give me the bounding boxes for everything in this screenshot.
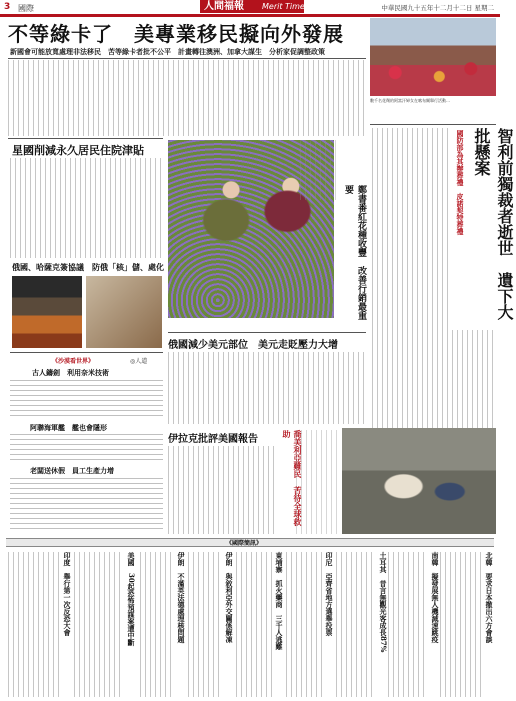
masthead-rule [0,14,500,17]
column-item-text [10,380,163,420]
section-label: 國際 [18,4,34,13]
brief-head: 伊朗 與敘利亞外交關係解凍 [225,552,234,643]
lead-subhead: 新國會可能放寬處理非法移民 苦等綠卡者批不公平 計畫轉往澳洲、加拿大謀生 分析家促調整政策 [10,48,325,56]
story2-body-text [10,158,163,258]
brief-text [236,552,272,697]
column-item-head: 古人鑄劍 利用奈米技術 [32,369,109,377]
column-item-text [10,478,163,533]
brief-head: 北韓 要求日本撤出六方會談 [485,552,494,643]
lead-headline: 不等綠卡了 美專業移民擬向外發展 [8,22,344,46]
russia-body-text [168,352,368,424]
brief-text [74,552,124,697]
saffron-caption-text [300,140,338,200]
column-byline: ◎人道 [130,358,148,365]
briefs-title: 《國際簡訊》 [226,540,263,547]
brief-head: 印度 舉行第一次反恐大會 [63,552,72,636]
brief-head: 南韓 擬發展無人機減速跳疫 [431,552,440,643]
paper-name: 人間福報 [200,0,304,13]
divider [8,58,366,59]
brief-text [336,552,376,697]
iraq-caption-text [296,430,340,534]
protest-photo [370,18,496,96]
chile-headline: 智利前獨裁者逝世 遺下大批懸案 [472,128,514,320]
industry-photo [86,276,162,348]
issue-date: 中華民國九十五年十二月十二日 星期二 [381,4,494,12]
refugee-photo [342,428,496,534]
page-number: 3 [4,2,11,12]
story2-headline: 星國削減永久居民住院津貼 [12,144,144,157]
chile-kicker: 國防部為其辦葬禮 皮諾契特葬禮 [456,130,465,235]
column-item-head: 阿聯海軍艦 艦也會隱形 [30,424,107,432]
column-item-text [10,434,163,464]
brief-text [286,552,322,697]
russia-headline: 俄國減少美元部位 美元走貶壓力大增 [168,340,338,351]
brief-head: 印尼 亞齊省地方選舉投票 [325,552,334,636]
brief-text [8,552,60,697]
divider [370,124,496,125]
brief-text [188,552,222,697]
brief-head: 美國 30起恐怖預謀案遭中斷 [127,552,136,646]
brief-head: 東埔寨 抓火藥商 三千人逃難 [275,552,284,650]
divider [168,332,366,333]
factory-photo [12,276,82,348]
iraq-body-text [168,446,278,534]
iraq-vertical-headline: 喬美利亞難民 苦待全球救助 [282,430,303,526]
iraq-headline: 伊拉克批評美國報告 [168,434,258,445]
story3-headline: 俄國、哈薩克簽協議 防俄「核」儲、處化 [12,262,164,272]
brief-text [440,552,482,697]
brief-text [140,552,174,697]
brief-head: 伊朗 不滿英法德處理核問題 [177,552,186,643]
photo-caption: 數千名花劑的阿富汗婦女在喀布爾舉行活動… [370,98,450,103]
brief-head: 土耳其 昔言無觀光客成長87% [379,552,388,653]
brief-text [388,552,428,697]
saffron-headline: 鄭書番紅花種收豐 改善行銷最重要 [343,185,366,320]
divider [10,352,163,353]
column-item-head: 老闆送休假 員工生產力增 [30,467,114,475]
column-title: 《沙漠看世界》 [52,358,95,365]
paper-name-en: Merit Times [262,2,310,11]
lead-body-text [8,60,366,136]
divider [8,138,163,139]
